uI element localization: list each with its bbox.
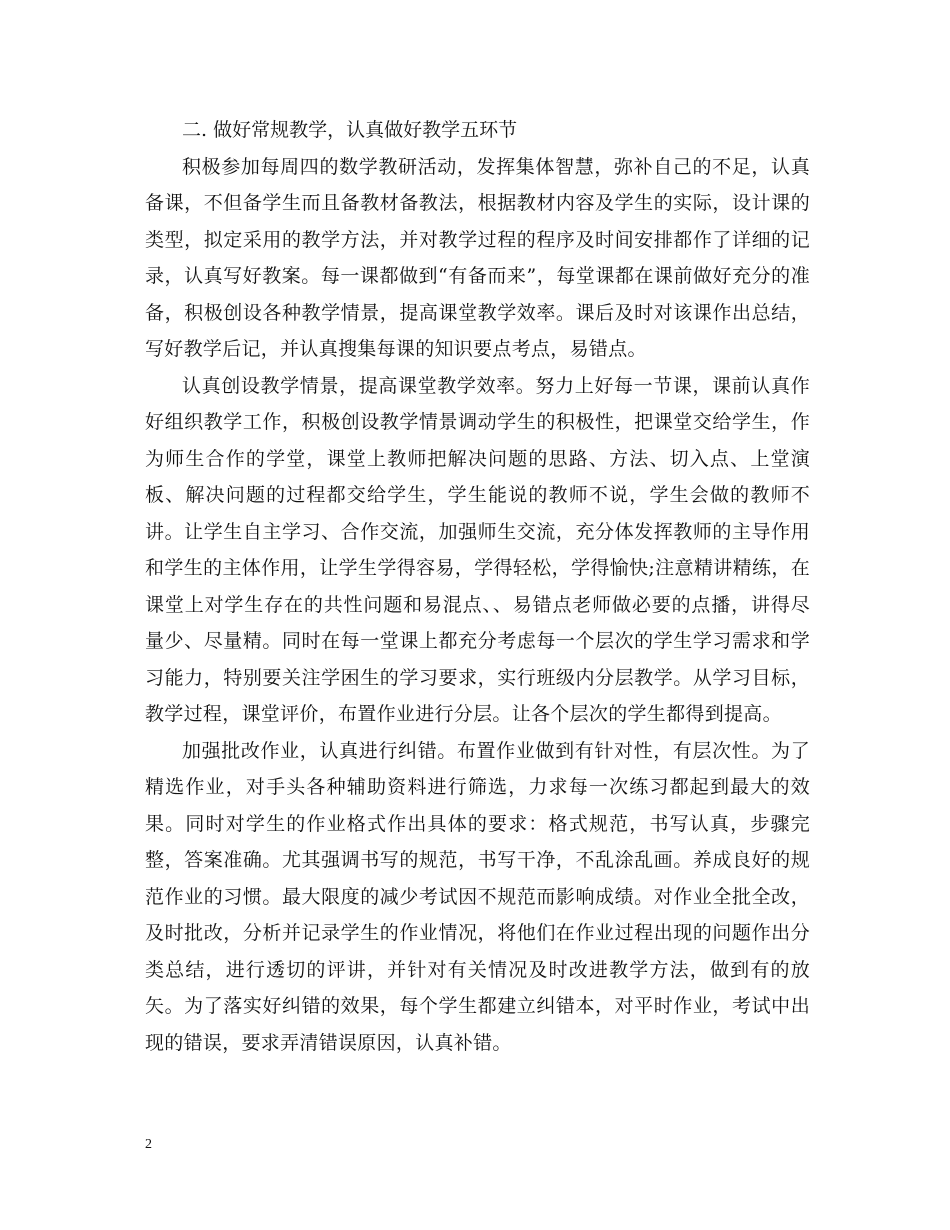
document-body <box>145 112 810 1061</box>
section-heading: 二. 做好常规教学，认真做好教学五环节 <box>182 119 518 141</box>
paragraph-classroom-teaching: 认真创设教学情景，提高课堂教学效率。努力上好每一节课，课前认真作好组织教学工作，积极创设教学情景调动学生的积极性，把课堂交给学生，作为师生合作的学堂，课堂上教师把解决问题的思路、方法、切入点、上堂演板、解决问题的过程都交给学生，学生能说的教师不说，学生会做的教师不讲。让学生自主学习、合作交流，加强师生交流，充分体发挥教师的主导作用和学生的主体作用，让学生学得容易，学得轻松，学得愉快;注意精讲精练，在课堂上对学生存在的共性问题和易混点、、易错点老师做必要的点播，讲得尽量少、尽量精。同时在每一堂课上都充分考虑每一个层次的学生学习需求和学习能力，特别要关注学困生的学习要求，实行班级内分层教学。从学习目标，教学过程，课堂评价，布置作业进行分层。让各个层次的学生都得到提高。 <box>145 374 810 725</box>
paragraph-homework-correction: 加强批改作业，认真进行纠错。布置作业做到有针对性，有层次性。为了精选作业，对手头各种辅助资料进行筛选，力求每一次练习都起到最大的效果。同时对学生的作业格式作出具体的要求：格式规范，书写认真，步骤完整，答案准确。尤其强调书写的规范，书写干净，不乱涂乱画。养成良好的规范作业的习惯。最大限度的减少考试因不规范而影响成绩。对作业全批全改，及时批改，分析并记录学生的作业情况，将他们在作业过程出现的问题作出分类总结，进行透切的评讲，并针对有关情况及时改进教学方法，做到有的放矢。为了落实好纠错的效果，每个学生都建立纠错本，对平时作业，考试中出现的错误，要求弄清错误原因，认真补错。 <box>145 739 810 1054</box>
paragraph-lesson-preparation: 积极参加每周四的数学教研活动，发挥集体智慧，弥补自己的不足，认真备课，不但备学生而且备教材备教法，根据教材内容及学生的实际，设计课的类型，拟定采用的教学方法，并对教学过程的程序及时间安排都作了详细的记录，认真写好教案。每一课都做到“有备而来”，每堂课都在课前做好充分的准备，积极创设各种教学情景，提高课堂教学效率。课后及时对该课作出总结，写好教学后记，并认真搜集每课的知识要点考点，易错点。 <box>145 155 810 360</box>
page-number: 2 <box>145 1137 152 1152</box>
